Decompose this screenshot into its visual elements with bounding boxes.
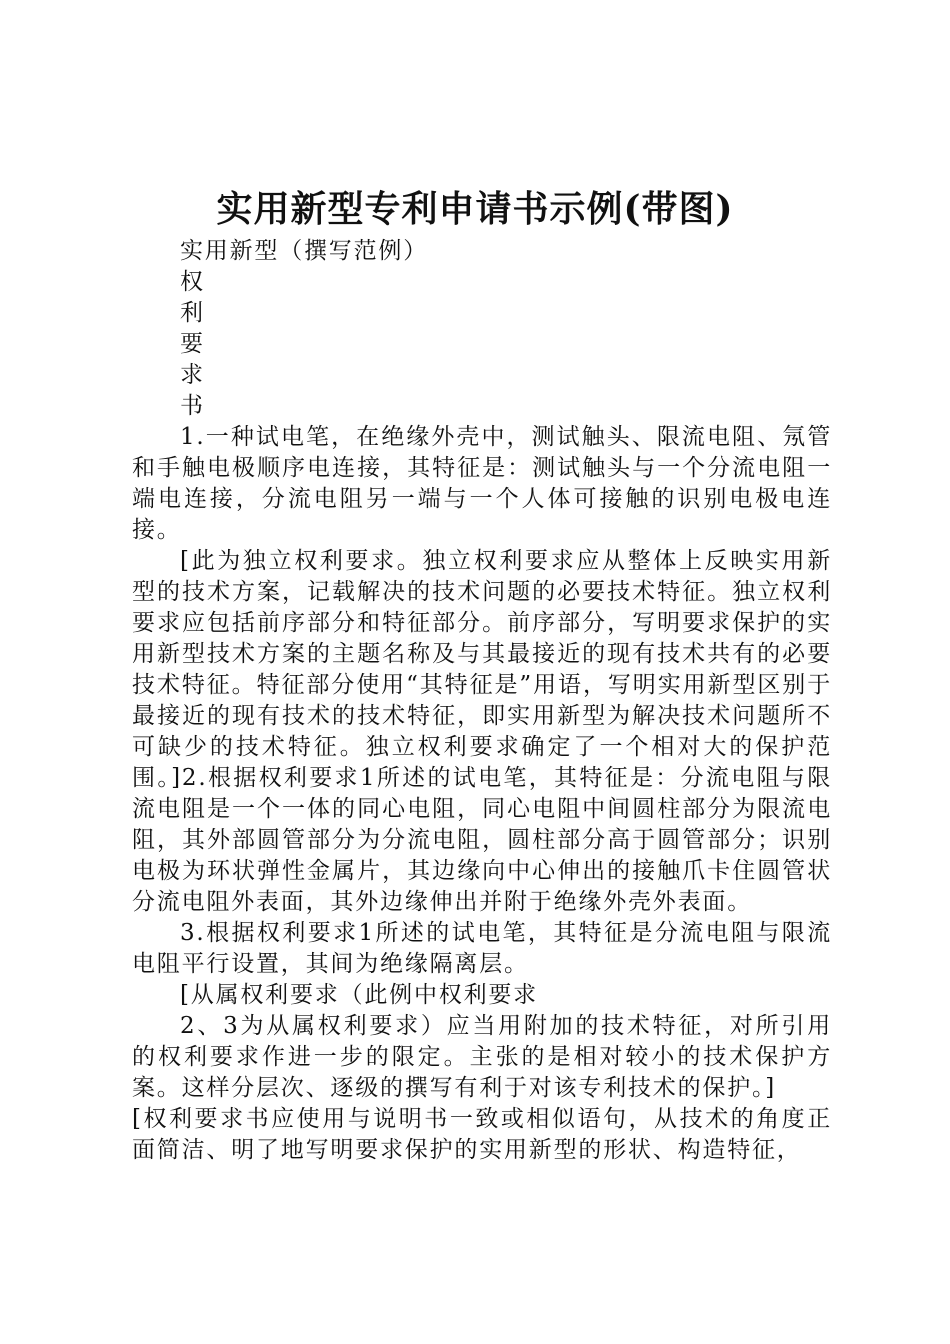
independent-claim-note-paragraph: [此为独立权利要求。独立权利要求应从整体上反映实用新型的技术方案，记载解决的技术问题的必要技术特征。独立权利要求应包括前序部分和特征部分。前序部分，写明要求保护的实用新型技术方案的主题名称及与其最接近的现有技术共有的必要技术特征。特征部分使用“其特征是”用语，写明实用新型区别于最接近的现有技术的技术特征，即实用新型为解决技术问题所不可缺少的技术特征。独立权利要求确定了一个相对大的保护范围。]2.根据权利要求1所述的试电笔，其特征是：分流电阻与限流电阻是一个一体的同心电阻，同心电阻中间圆柱部分为限流电阻，其外部圆管部分为分流电阻，圆柱部分高于圆管部分；识别电极为环状弹性金属片，其边缘向中心伸出的接触爪卡住圆管状分流电阻外表面，其外边缘伸出并附于绝缘外壳外表面。 xyxy=(132,548,832,915)
claim-3-paragraph: 3.根据权利要求1所述的试电笔，其特征是分流电阻与限流电阻平行设置，其间为绝缘隔离层。 xyxy=(132,920,832,977)
document-title: 实用新型专利申请书示例(带图) xyxy=(216,188,734,230)
vertical-heading-char: 权 xyxy=(180,269,205,295)
document-body xyxy=(132,236,832,1166)
dependent-claim-note-start: [从属权利要求（此例中权利要求 xyxy=(180,982,538,1008)
vertical-heading-char: 书 xyxy=(180,393,205,419)
claims-writing-note-paragraph: [权利要求书应使用与说明书一致或相似语句，从技术的角度正面简洁、明了地写明要求保护的实用新型的形状、构造特征， xyxy=(132,1106,832,1163)
vertical-heading-char: 利 xyxy=(180,300,205,326)
subtitle: 实用新型（撰写范例） xyxy=(180,238,428,264)
vertical-heading-char: 要 xyxy=(180,331,205,357)
dependent-claim-note-continued: 2、3为从属权利要求）应当用附加的技术特征，对所引用的权利要求作进一步的限定。主张的是相对较小的技术保护方案。这样分层次、逐级的撰写有利于对该专利技术的保护。] xyxy=(132,1013,832,1101)
claim-1-paragraph: 1.一种试电笔，在绝缘外壳中，测试触头、限流电阻、氖管和手触电极顺序电连接，其特征是：测试触头与一个分流电阻一端电连接，分流电阻另一端与一个人体可接触的识别电极电连接。 xyxy=(132,424,832,543)
vertical-heading-char: 求 xyxy=(180,362,205,388)
